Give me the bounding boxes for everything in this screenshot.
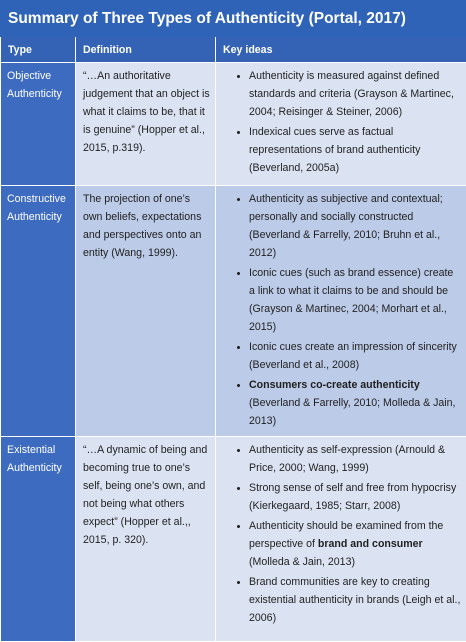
type-cell: Objective Authenticity [1, 63, 76, 186]
type-cell: Constructive Authenticity [1, 186, 76, 437]
key-ideas-cell [216, 63, 466, 186]
list-item: • Authenticity is measured against defined standards and criteria (Grayson & Martinec, 2004; Reisinger & Steiner, 2006) [249, 67, 461, 121]
bold-phrase: brand and consumer [318, 538, 423, 550]
text-pre: Authenticity should be examined from the perspective of [249, 520, 443, 550]
authenticity-table [0, 37, 466, 642]
citation: (Beverland & Farrelly, 2010; Molleda & Jain, 2013) [249, 397, 455, 427]
key-ideas-list [223, 441, 461, 627]
header-key-ideas: Key ideas [216, 37, 466, 63]
definition-cell: The projection of one’s own beliefs, expectations and perspectives onto an entity (Wang, 1999). [76, 186, 216, 437]
table-row [1, 186, 466, 437]
definition-cell: “…An authoritative judgement that an object is what it claims to be, that it is genuine” (Hopper et al., 2015, p.319). [76, 63, 216, 186]
list-item: • Strong sense of self and free from hypocrisy (Kierkegaard, 1985; Starr, 2008) [249, 479, 461, 515]
table-row [1, 63, 466, 186]
list-item: • Authenticity as subjective and contextual; personally and socially constructed (Beverland & Farrelly, 2010; Bruhn et al., 2012) [249, 190, 461, 262]
list-item: • Brand communities are key to creating existential authenticity in brands (Leigh et al., 2006) [249, 573, 461, 627]
type-cell: Existential Authenticity [1, 437, 76, 642]
list-item: • Iconic cues (such as brand essence) create a link to what it claims to be and should be (Grayson & Martinec, 2004; Morhart et al., 2015) [249, 264, 461, 336]
list-item: • Iconic cues create an impression of sincerity (Beverland et al., 2008) [249, 338, 461, 374]
list-item: • Indexical cues serve as factual representations of brand authenticity (Beverland, 2005a) [249, 123, 461, 177]
key-ideas-cell [216, 437, 466, 642]
key-ideas-cell [216, 186, 466, 437]
list-item: • Authenticity as self-expression (Arnould & Price, 2000; Wang, 1999) [249, 441, 461, 477]
header-row [1, 37, 466, 63]
key-ideas-list [223, 67, 461, 177]
header-type: Type [1, 37, 76, 63]
list-item [249, 517, 461, 571]
header-definition: Definition [76, 37, 216, 63]
table-title: Summary of Three Types of Authenticity (Portal, 2017) [0, 0, 466, 37]
definition-cell: “…A dynamic of being and becoming true to one’s self, being one’s own, and not being what others expect” (Hopper et al.,, 2015, p. 320). [76, 437, 216, 642]
table-row [1, 437, 466, 642]
key-ideas-list [223, 190, 461, 430]
list-item [249, 376, 461, 430]
text-post: (Molleda & Jain, 2013) [249, 556, 355, 568]
bold-lead: Consumers co-create authenticity [249, 379, 420, 391]
